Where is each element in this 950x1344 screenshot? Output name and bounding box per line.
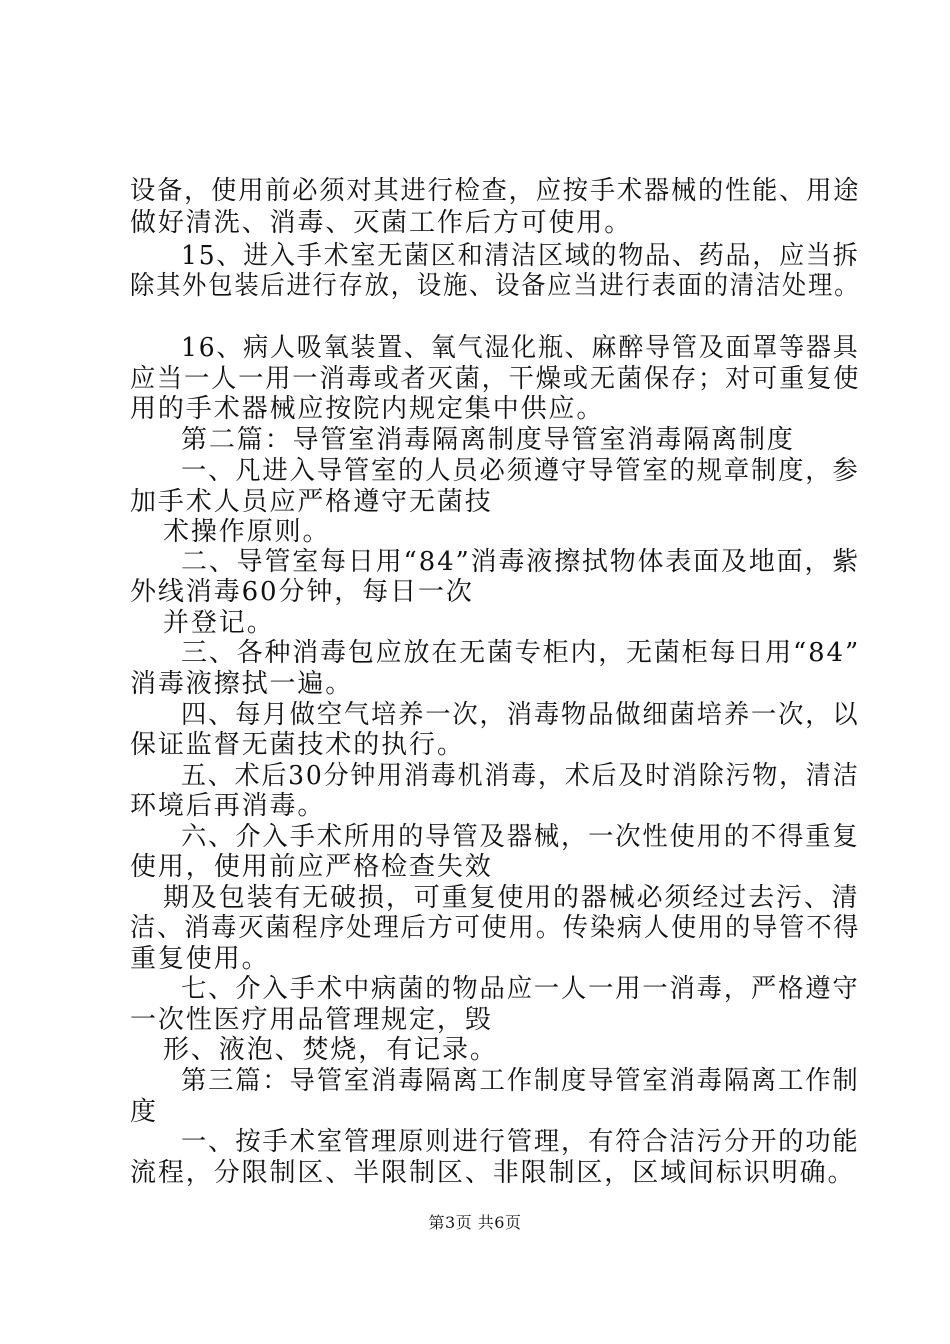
text-line: 三、各种消毒包应放在无菌专柜内，无菌柜每日用“84” — [181, 638, 861, 668]
text-line: 一、凡进入导管室的人员必须遵守导管室的规章制度，参 — [181, 456, 860, 486]
text-line: 消毒液擦拭一遍。 — [130, 669, 354, 699]
text-line: 六、介入手术所用的导管及器械，一次性使用的不得重复 — [181, 822, 860, 852]
text-line: 流程，分限制区、半限制区、非限制区，区域间标识明确。 — [130, 1158, 856, 1188]
text-line: 洁、消毒灭菌程序处理后方可使用。传染病人使用的导管不得 — [130, 913, 861, 943]
text-line: 15、进入手术室无菌区和清洁区域的物品、药品，应当拆 — [181, 241, 860, 271]
text-line: 外线消毒60分钟，每日一次 — [130, 577, 474, 607]
text-line: 重复使用。 — [130, 944, 270, 974]
text-line: 并登记。 — [163, 608, 275, 638]
text-line: 设备，使用前必须对其进行检查，应按手术器械的性能、用途 — [130, 176, 861, 206]
text-line: 用的手术器械应按院内规定集中供应。 — [130, 394, 605, 424]
page-footer: 第3页 共6页 — [428, 1213, 522, 1232]
text-line: 加手术人员应严格遵守无菌技 — [130, 487, 493, 517]
text-line: 七、介入手术中病菌的物品应一人一用一消毒，严格遵守 — [181, 974, 860, 1004]
text-line: 除其外包装后进行存放，设施、设备应当进行表面的清洁处理。 — [130, 271, 861, 301]
text-line: 二、导管室每日用“84”消毒液擦拭物体表面及地面，紫 — [181, 547, 861, 577]
text-line: 术操作原则。 — [163, 517, 331, 547]
text-line: 应当一人一用一消毒或者灭菌，干燥或无菌保存；对可重复使 — [130, 364, 861, 394]
text-line: 形、液泡、焚烧，有记录。 — [163, 1035, 498, 1065]
text-line: 四、每月做空气培养一次，消毒物品做细菌培养一次，以 — [181, 700, 860, 730]
text-line: 16、病人吸氧装置、氧气湿化瓶、麻醉导管及面罩等器具 — [181, 333, 860, 363]
text-line: 一、按手术室管理原则进行管理，有符合洁污分开的功能 — [181, 1127, 860, 1157]
text-line: 做好清洗、消毒、灭菌工作后方可使用。 — [130, 208, 633, 238]
text-line: 保证监督无菌技术的执行。 — [130, 730, 465, 760]
text-line: 五、术后30分钟用消毒机消毒，术后及时消除污物，清洁 — [181, 761, 860, 791]
text-line: 度 — [130, 1097, 158, 1127]
text-line: 一次性医疗用品管理规定，毁 — [130, 1005, 493, 1035]
text-line: 环境后再消毒。 — [130, 791, 326, 821]
section-heading: 第二篇：导管室消毒隔离制度导管室消毒隔离制度 — [181, 425, 795, 455]
text-line: 期及包装有无破损，可重复使用的器械必须经过去污、清 — [163, 883, 860, 913]
text-line: 使用，使用前应严格检查失效 — [130, 852, 493, 882]
section-heading: 第三篇：导管室消毒隔离工作制度导管室消毒隔离工作制 — [181, 1066, 860, 1096]
